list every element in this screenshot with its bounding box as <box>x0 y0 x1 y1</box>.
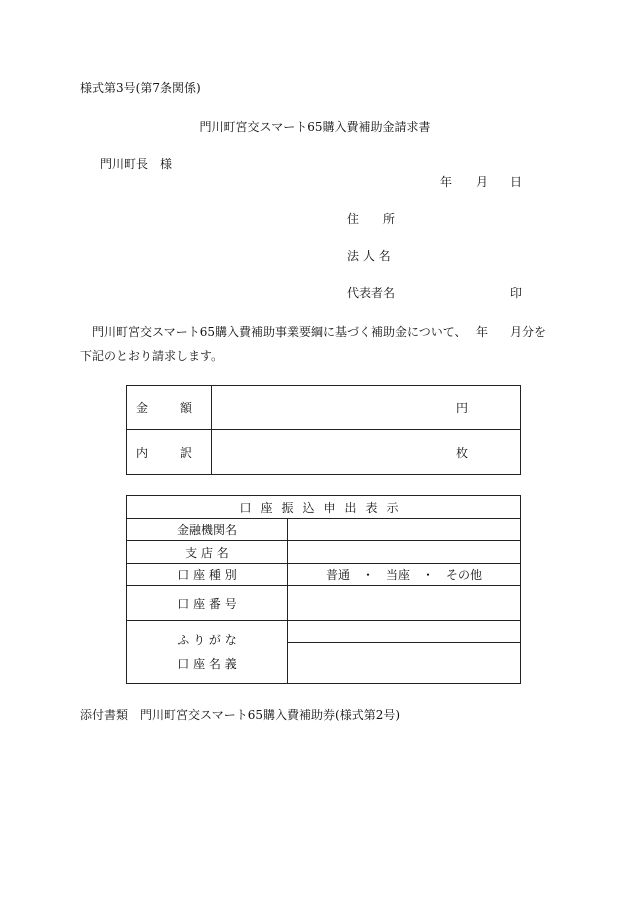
account-number-field[interactable] <box>288 586 521 621</box>
body-year-label: 年 <box>476 325 489 339</box>
addressee: 門川町長 様 <box>100 157 173 171</box>
document-title: 門川町宮交スマート65購入費補助金請求書 <box>199 120 431 134</box>
body-line-2: 下記のとおり請求します。 <box>80 349 224 363</box>
bank-table-header: 口座振込申出表示 <box>127 496 521 519</box>
furigana-field[interactable] <box>288 621 521 643</box>
breakdown-label: 内 訳 <box>127 430 212 475</box>
amount-value-cell[interactable] <box>212 386 521 430</box>
address-label: 住 所 <box>347 212 396 226</box>
form-number: 様式第3号(第7条関係) <box>80 81 201 95</box>
yen-unit: 円 <box>455 401 468 415</box>
body-line-1: 門川町宮交スマート65購入費補助事業要綱に基づく補助金について、 <box>92 325 467 339</box>
account-type-options[interactable]: 普通 ・ 当座 ・ その他 <box>288 564 521 586</box>
amount-table <box>126 385 521 475</box>
date-day-label: 日 <box>510 175 523 189</box>
account-name-label: 口 座 名 義 <box>177 657 237 671</box>
amount-row <box>127 386 521 430</box>
breakdown-row <box>127 430 521 475</box>
amount-label: 金 額 <box>127 386 212 430</box>
account-name-field[interactable] <box>288 643 521 684</box>
branch-field[interactable] <box>288 541 521 564</box>
seal-mark: 印 <box>510 286 523 300</box>
representative-label: 代表者名 <box>347 286 396 300</box>
bank-name-label: 金融機関名 <box>127 519 288 541</box>
bank-name-field[interactable] <box>288 519 521 541</box>
account-number-label: 口 座 番 号 <box>127 586 288 621</box>
furigana-name-label-cell <box>127 621 288 684</box>
account-type-label: 口 座 種 別 <box>127 564 288 586</box>
breakdown-value-cell[interactable] <box>212 430 521 475</box>
furigana-label: ふ り が な <box>177 633 237 647</box>
bank-transfer-table <box>126 495 521 684</box>
date-year-label: 年 <box>440 175 453 189</box>
branch-label: 支 店 名 <box>127 541 288 564</box>
corp-name-label: 法 人 名 <box>347 249 391 263</box>
body-month-label: 月分を <box>510 325 547 339</box>
sheet-unit: 枚 <box>455 445 468 460</box>
attachment-note: 添付書類 門川町宮交スマート65購入費補助券(様式第2号) <box>80 708 401 722</box>
date-month-label: 月 <box>476 175 489 189</box>
